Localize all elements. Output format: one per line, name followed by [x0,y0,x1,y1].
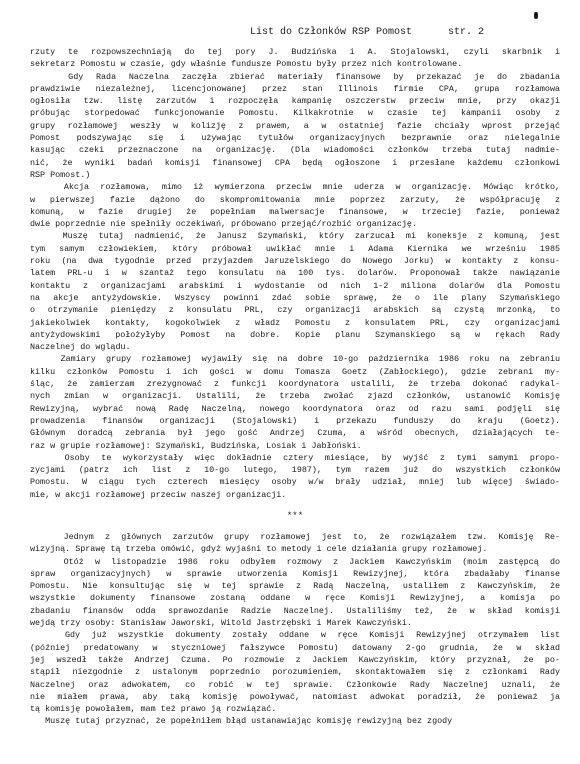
text-line: Otóż w listopadzie 1986 roku odbyłem rozmowy z Jackiem Kawczyńskim (moim zastępcą do [30,556,560,567]
section-2 [30,531,560,728]
text-line: wszystkie dokumenty finansowe zostaną oddane w ręce Komisji Rewizyjnej, a komisja po [30,593,560,604]
page-mark [534,12,538,19]
text-line: Naczelnej oraz adwokatem, co robić w tej sprawie. Członkowie Rady Naczelnej uznali, że [30,679,560,690]
text-line: sekretarz Pomostu w czasie, gdy właśnie fundusze Pomostu były przez nich kontrolowane. [30,59,463,70]
header-title: List do Członków RSP Pomost [250,27,413,38]
section-1 [30,46,560,501]
text-line: Gdy już wszystkie dokumenty zostały oddane w ręce Komisji Rewizyjnej otrzymałem list [30,630,560,641]
text-line: wizyjną. Sprawę tą trzeba omówić, gdyż wyjaśni to metody i cele działania grupy rozłamowej. [30,544,488,555]
text-line: Muszę tutaj przyznać, że popełniłem błąd ustanawiając komisję rewizyjną bez zgody [30,716,453,727]
section-separator: *** [286,510,304,521]
text-line: jakiekolwiek kontakty, kogokolwiek z władz Pomostu z konsulatem PRL, czy organizacjami [30,317,560,328]
text-line: Pomostu. W ciągu tych czterech miesięcy osoby w/w brały udział, mniej lub więcej świado- [30,477,560,488]
text-line: nić, że wyniki badań komisji finansowej CPA będą ogłoszone i przesłane każdemu członkowi [30,157,560,168]
text-line: dwie poprzednie nie spełniły oczekiwań, próbowano przejąć/rozbić organizację. [30,219,417,230]
text-line: próbując storpedować funkcjonowanie Pomostu. Kilkakrotnie w czasie tej kampanii osoby z [30,108,560,119]
text-line: kasując czeki przeznaczone na organizację. (Dla wiadomości członków trzeba tutaj nadmie- [30,145,560,156]
text-line: kontaktu z organizacjami arabskimi i wydostanie od nich 1-2 miliona dolarów dla Pomostu [30,280,560,291]
text-line: ogłosiła tzw. listę zarzutów i rozpoczęła kampanię oszczerstw przeciw mnie, przy okazji [30,96,560,107]
text-line: RSP Pomost.) [30,169,91,180]
text-line: wejdą trzy osoby: Stanisław Jaworski, Witold Jastrzębski i Marek Kawczyński. [30,618,412,629]
text-line: jej wszedł także Andrzej Czuma. Po rozmowie z Jackiem Kawczyńskim, który przyznał, że po- [30,654,560,665]
text-line: na akcje antyżydowskie. Wszyscy powinni zdać sobie sprawę, że o ile plany Szymańskiego [30,292,560,303]
text-line: kilku członków Pomostu i ich gości w domu Tomasza Goetz (Zabłockiego), gdzie zebrani my- [30,366,560,377]
text-line: Jednym z głównych zarzutów grupy rozłamowej jest to, że rozwiązałem tzw. Komisję Re- [30,531,560,542]
text-line: prowadzenia finansów organizacji (Stojalowski) i przekazu funduszy do kraju (Goetz). [30,415,560,426]
document-body [30,46,560,728]
page-number: str. 2 [448,27,485,38]
text-line: Głównym doradcą zebrania był jego gość Andrzej Czuma, a wśród obecnych, działających te- [30,428,560,439]
text-line: spraw organizacyjnych) w sprawie utworzenia Komisji Rewizyjnej, która zbadałaby finanse [30,568,560,579]
text-line: Akcja rozłamowa, mimo iż wymierzona przeciw mnie uderza w organizację. Mówiąc krótko, [30,182,560,193]
text-line: Muszę tutaj nadmienić, że Janusz Szymański, który zarzucał mi koneksje z komuną, jest [30,231,560,242]
text-line: nie miałem prawa, aby taką komisję powoływać, natomiast adwokat poradził, że ponieważ ja [30,691,560,702]
text-line: śląc, że zamierzam zrezygnować z funkcji koordynatora ustalili, że trzeba dokonać radykal- [30,379,560,390]
text-line: o otrzymanie pieniędzy z konsulatu PRL, czy organizacji arabskich są czystą mrzonką, to [30,305,560,316]
text-line: antyżydowskimi położyłyby Pomost na dobre. Kopie planu Szymanskiego są w rękach Rady [30,329,560,340]
text-line: (później predatowany w styczniowej fałszywce Pomostu) datowany 2-go grudnia, że w skład [30,642,560,653]
text-line: Zamiary grupy rozłamowej wyjawiły się na dobre 10-go października 1986 roku na zebraniu [30,354,560,365]
text-line: nych zmian w organizacji. Ustalili, że trzeba zwołać zjazd członków, ustanowić Komisję [30,391,560,402]
text-line: roku (na dwa tygodnie przed przyjazdem Jaruzelskiego do Nowego Jorku) w kontakty z konsu- [30,256,560,267]
text-line: mie, w akcji rozłamowej przeciw naszej organizacji. [30,489,287,500]
text-line: Gdy Rada Naczelna zaczęła zbierać materiały finansowe by przekazać je do zbadania [30,71,560,82]
text-line: grupy rozłamowej weszły w kolizję z prawem, a w ostatniej fazie chciały wprost przejąć [30,120,560,131]
text-line: rzuty te rozpowszechniają do tej pory J. Budzińska i A. Stojalowski, czyli skarbnik i [30,47,560,57]
text-line: raz w grupie rozłamowej: Szymański, Budzińska, Losiak i Jabłoński. [30,440,362,451]
text-line: Pomost podszywając się i używając tytułów organizacyjnych bezprawnie oraz nielegalnie [30,133,560,144]
text-line: Pomostu. Nie konsultując się w tej sprawie z Radą Naczelną, ustaliłem z Kawczyńskim, że [30,581,560,592]
text-line: Rewizyjną, wybrać nową Radę Naczelną, nowego koordynatora oraz od razu sami podjęli się [30,403,560,414]
page-header [250,27,484,38]
text-line: stąpił niezgodnie z ustalonym poprzednio porozumieniem, skontaktowałem się z członkami Rady [30,667,560,678]
text-line: prawdziwie niezależnej, licencjonowanej przez stan Illinois firmie CPA, grupa rozłamowa [30,83,560,94]
text-line: Naczelnej do wglądu. [30,342,131,353]
text-line: zycjami (patrz ich list z 10-go lutego, 1987), tym razem już do wszystkich członków [30,465,560,476]
text-line: w pierwszej fazie dążono do skompromitowania mnie poprzez zarzuty, że współpracuję z [30,194,560,205]
text-line: latem PRL-u i w szantaż tego konsulatu na 100 tys. dolarów. Proponował także nawiązanie [30,268,560,279]
text-line: zbadaniu finansów odda sprawozdanie Radzie Naczelnej. Ustaliliśmy też, że w skład komisji [30,605,560,616]
text-line: tym samym człowiekiem, który próbował uwikłać mnie i Adama Kiernika we wrześniu 1985 [30,243,560,254]
text-line: komuną, w fazie drugiej że popełniam malwersacje finansowe, w trzeciej fazie, ponieważ [30,206,560,217]
text-line: Osoby te wykorzystały więc dokładnie cztery miesiące, by wyjść z tymi samymi propo- [30,452,560,463]
text-line: tą komisję powołałem, mam też prawo ją rozwiązać. [30,704,277,715]
